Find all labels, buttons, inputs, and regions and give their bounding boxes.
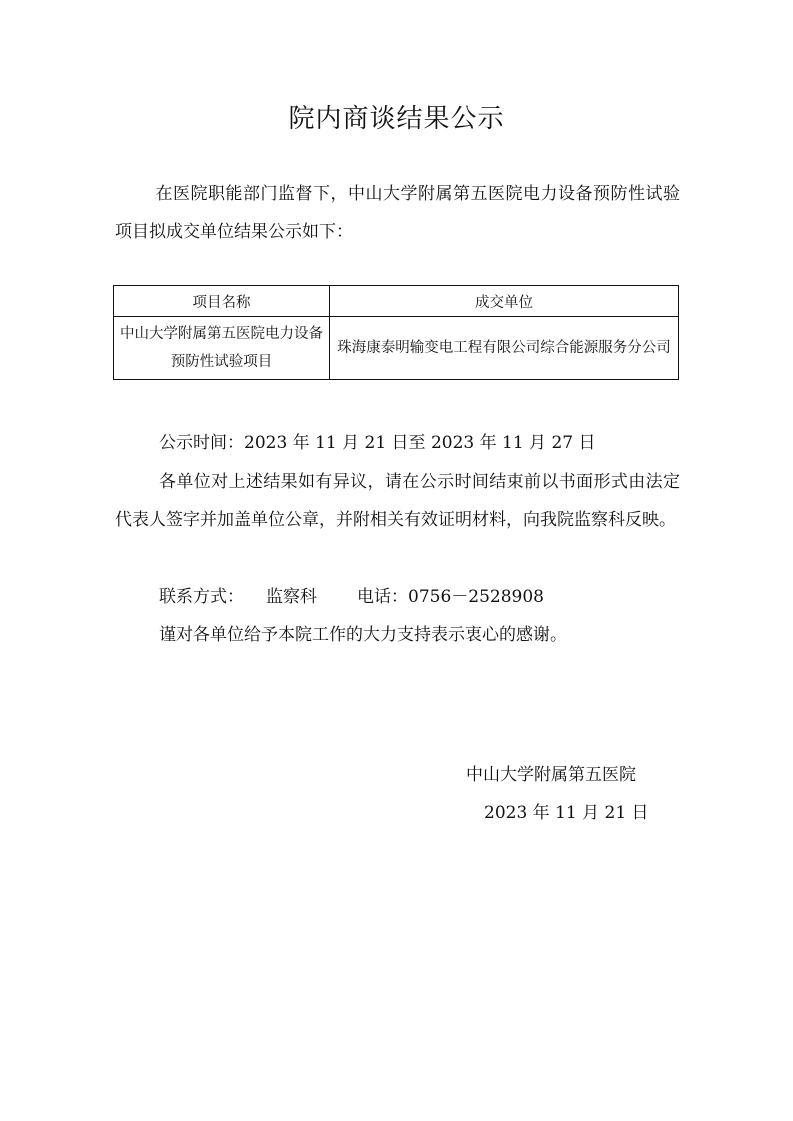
intro-text: 在医院职能部门监督下，中山大学附属第五医院电力设备预防性试验项目拟成交单位结果公示如下： — [115, 184, 680, 242]
result-table — [113, 285, 679, 380]
contact-department: 监察科 — [266, 587, 317, 607]
publicity-time: 公示时间：2023 年 11 月 21 日至 2023 年 11 月 27 日 — [159, 433, 596, 453]
cell-project-name: 中山大学附属第五医院电力设备预防性试验项目 — [114, 317, 330, 380]
phone-label: 电话： — [357, 587, 408, 607]
phone-number: 0756－2528908 — [408, 587, 544, 607]
thanks-line: 谨对各单位给予本院工作的大力支持表示衷心的感谢。 — [159, 625, 567, 645]
table-header-row — [114, 286, 679, 317]
table-row — [114, 317, 679, 380]
contact-label: 联系方式： — [159, 587, 244, 607]
header-winning-unit: 成交单位 — [330, 286, 679, 317]
header-project-name: 项目名称 — [114, 286, 330, 317]
signature-date: 2023 年 11 月 21 日 — [484, 803, 649, 823]
page-title: 院内商谈结果公示 — [288, 104, 505, 134]
objection-notice: 各单位对上述结果如有异议，请在公示时间结束前以书面形式由法定代表人签字并加盖单位公章，并附相关有效证明材料，向我院监察科反映。 — [115, 472, 680, 530]
intro-paragraph — [115, 175, 680, 251]
contact-line — [159, 578, 724, 616]
cell-winning-unit: 珠海康泰明输变电工程有限公司综合能源服务分公司 — [330, 317, 679, 380]
signature-org: 中山大学附属第五医院 — [466, 765, 636, 785]
